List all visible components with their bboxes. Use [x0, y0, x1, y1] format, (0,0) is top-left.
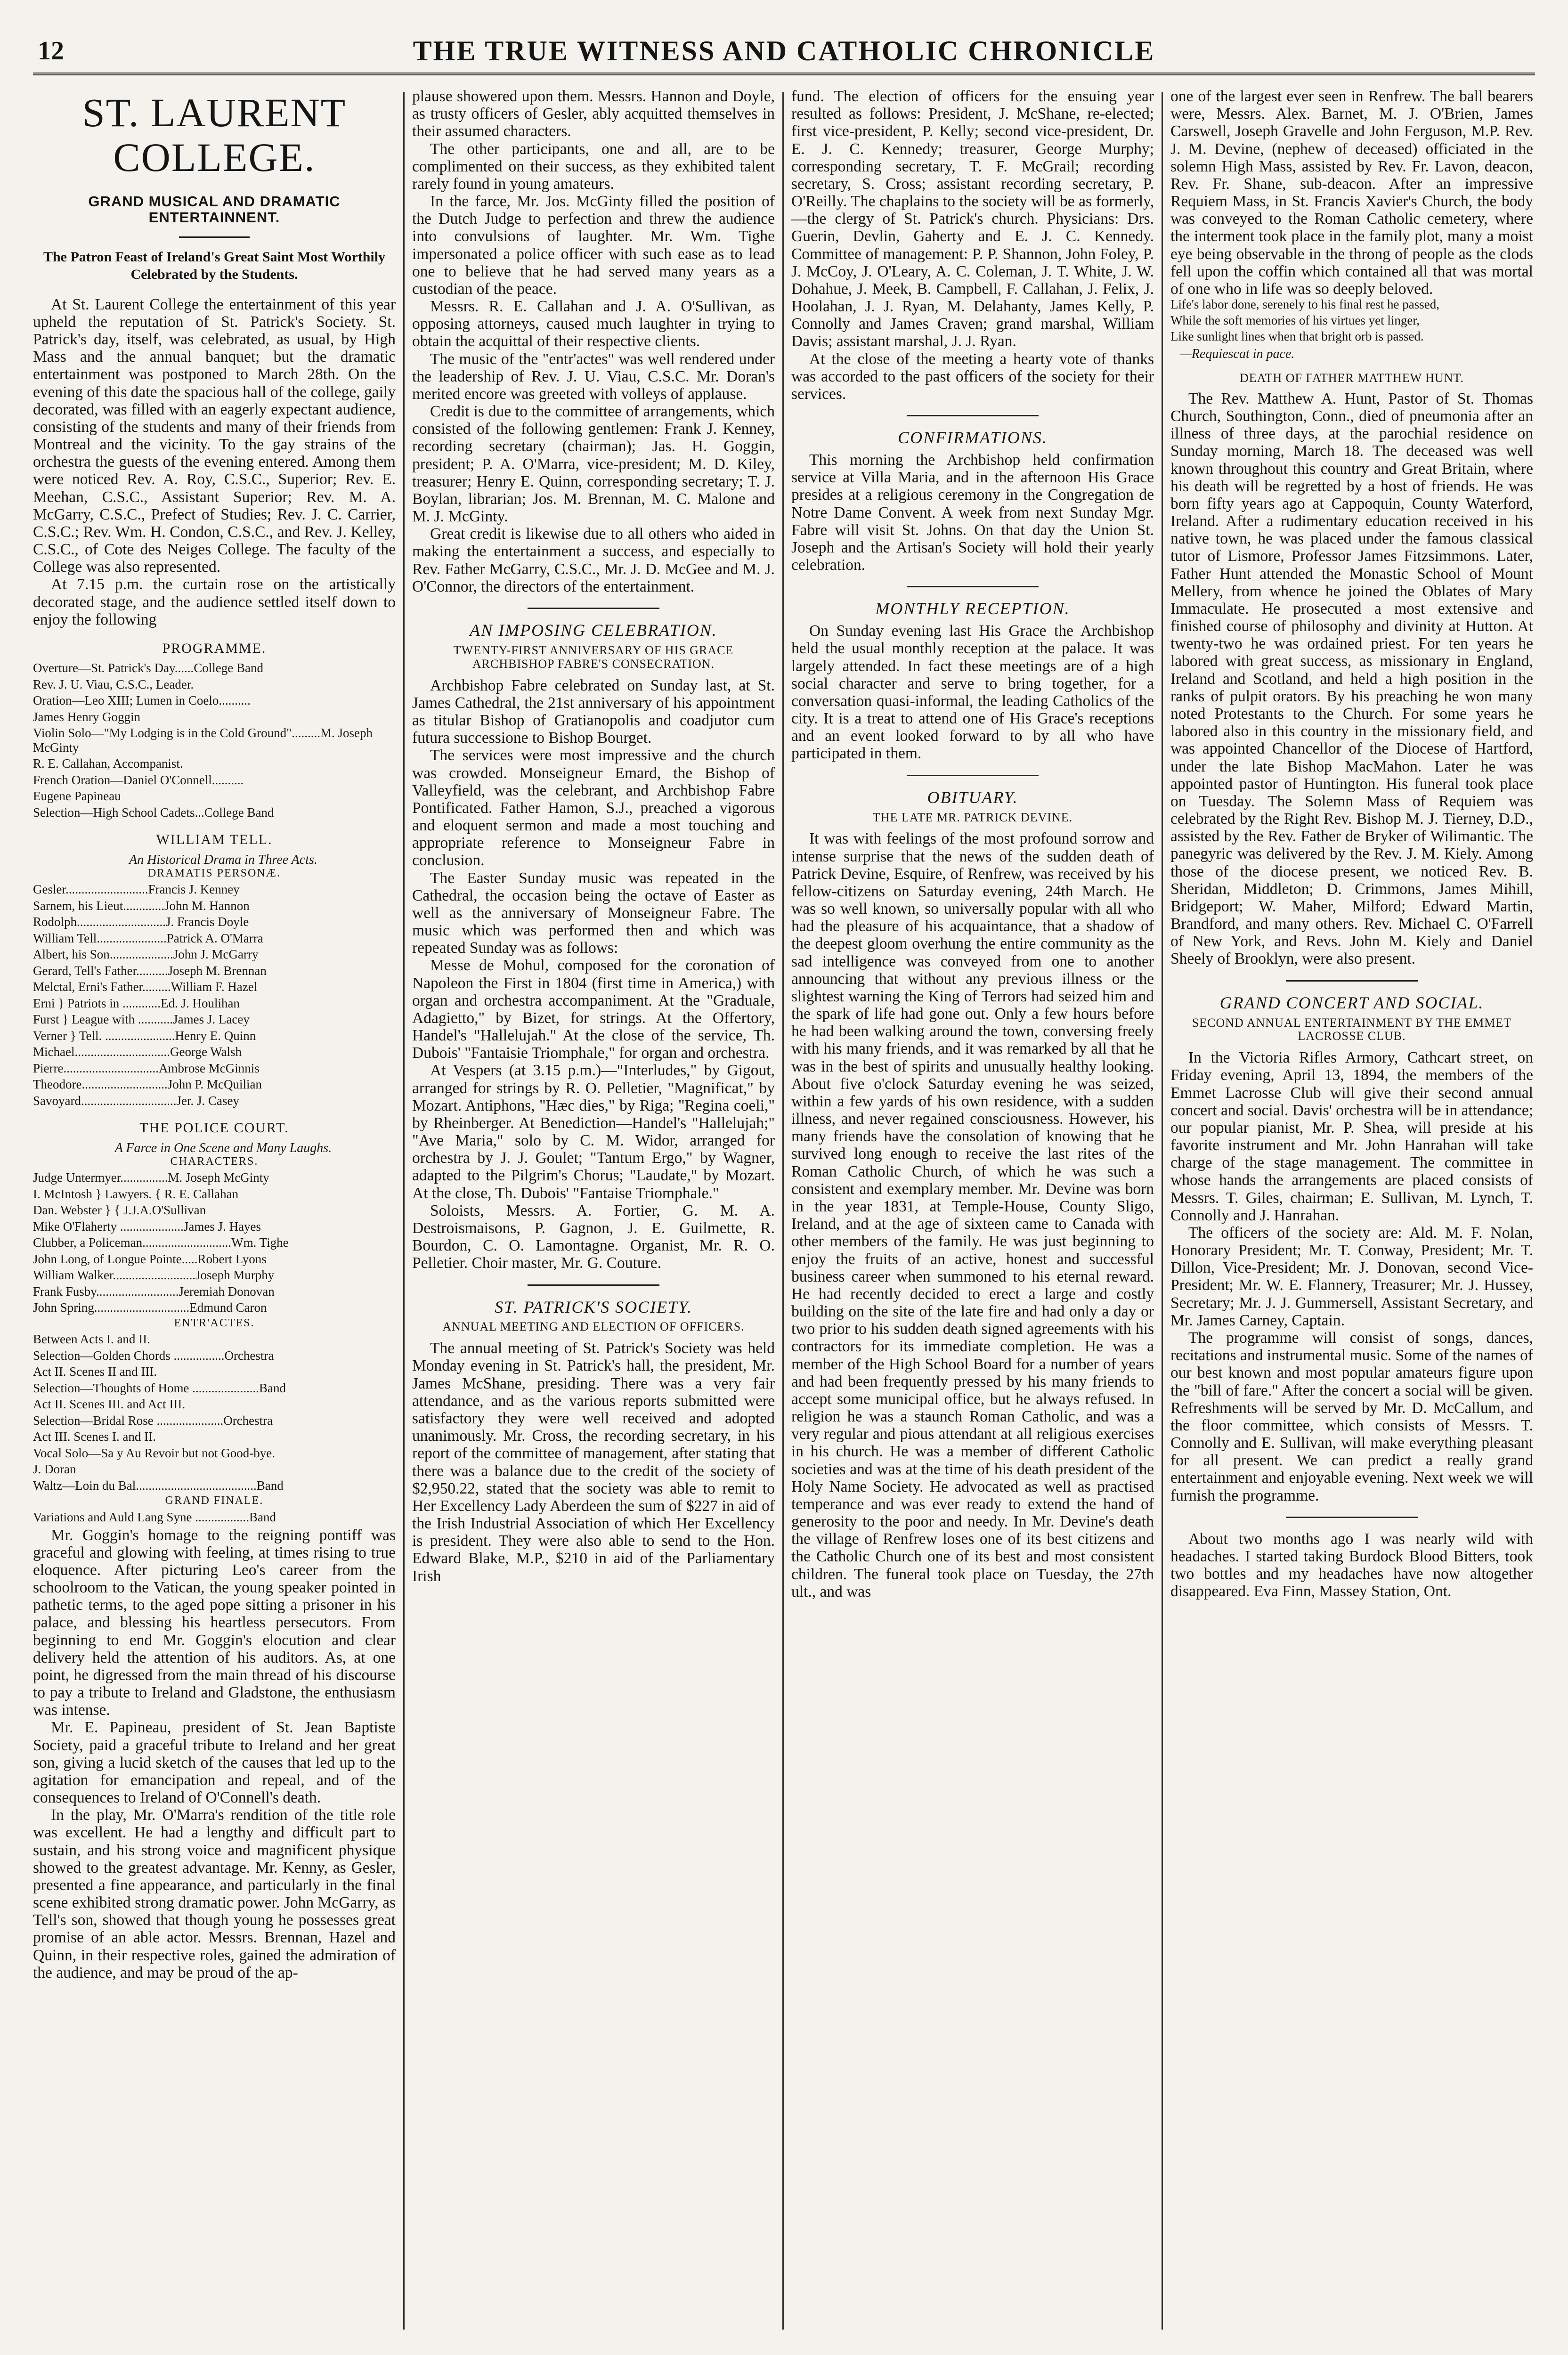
programme-item: R. E. Callahan, Accompanist. [33, 756, 183, 771]
paragraph: Messe de Mohul, composed for the coronation of Napoleon the First in 1804 (first time in America,) with organ and orchestra accompaniment. At the "Graduale, Adagietto," by Bizet, for strings. At the Offertory, Handel's "Hallelujah." At the close of the service, Th. Dubois' "Fantaisie Triomphale," for organ and orchestra. [412, 957, 775, 1062]
paragraph: It was with feelings of the most profound sorrow and intense surprise that the news of the sudden death of Patrick Devine, Esquire, of Renfrew, was received by his fellow-citizens on Saturday evening, 24th March. He was so well known, so universally popular with all who had the pleasure of his acquaintance, that a shadow of the deepest gloom overhung the entire community as the sad intelligence was conveyed from one to another announcing that without any previous illness or the slightest warning the King of Terrors had seized him and the spark of life had gone out. Only a few hours before he had been walking around the town, conversing freely with his many friends, and it was remarked by all that he was in the best of spirits and unusually healthy looking. About five o'clock Saturday evening he was seized, within a few yards of his own residence, with a sudden illness, and never regained consciousness. However, his many friends have the consolation of knowing that he survived long enough to receive the last rites of the Roman Catholic Church, of which he was such a consistent and exemplary member. Mr. Devine was born in the year 1831, at Temple-House, County Sligo, Ireland, and at the age of sixteen came to Canada with other members of the family. He was just beginning to enjoy the fruits of an active, honest and successful business career when summoned to his eternal reward. He had recently decided to erect a large and costly building on the site of the late fire and had only a day or two prior to his sudden death signed agreements with his contractors for its immediate completion. He was a member of the High School Board for a number of years and had been frequently pressed by his many friends to accept some municipal office, but he always refused. In religion he was a staunch Roman Catholic, and was a very regular and pious attendant at all religious exercises in his church. He was a member of different Catholic societies and was at the time of his death president of the Holy Name Society. He advocated as well as practised temperance and was ever ready to extend the hand of generosity to the poor and needy. In Mr. Devine's death the village of Renfrew loses one of its best citizens and the Catholic Church one of its best and most consistent children. The funeral took place on Tuesday, the 27th ult., and was [791, 830, 1154, 1600]
programme-item: Selection—High School Cadets...College Band [33, 805, 274, 820]
divider [907, 775, 1039, 776]
entracte-item: Selection—Thoughts of Home .....................Band [33, 1381, 286, 1395]
section-title: OBITUARY. [927, 788, 1018, 807]
cast-item: Dan. Webster } { J.J.A.O'Sullivan [33, 1203, 206, 1218]
article-title: ST. LAURENT COLLEGE. [82, 90, 347, 180]
paragraph: In the play, Mr. O'Marra's rendition of the title role was excellent. He had a lengthy and difficult part to sustain, and his strong voice and magnificent physique showed to the greatest advantage. Mr. Kenny, as Gesler, presented a fine appearance, and particularly in the final scene exhibited strong dramatic power. John McGarry, as Tell's son, showed that though young he possesses great promise of an able actor. Messrs. Brennan, Hazel and Quinn, in their respective roles, gained the admiration of the audience, and may be proud of the ap- [33, 1806, 396, 1981]
page-number: 12 [38, 36, 64, 65]
column-1 [33, 88, 396, 2334]
farce-cast-list [33, 1170, 396, 1315]
cast-item: I. McIntosh } Lawyers. { R. E. Callahan [33, 1186, 239, 1201]
cast-item: William Walker..........................Joseph Murphy [33, 1268, 275, 1283]
play-subtitle: An Historical Drama in Three Acts. [129, 852, 317, 867]
cast-item: Pierre..............................Ambrose McGinnis [33, 1061, 260, 1075]
column-4 [1170, 88, 1533, 2334]
section-title: AN IMPOSING CELEBRATION. [470, 620, 717, 640]
column-2 [412, 88, 775, 2334]
programme-list [33, 661, 396, 820]
section-title: GRAND CONCERT AND SOCIAL. [1219, 993, 1484, 1012]
paragraph: The annual meeting of St. Patrick's Society was held Monday evening in St. Patrick's hall, the president, Mr. James McShane, presiding. There was a very fair attendance, and as the various reports submitted were satisfactory they were well received and adopted unanimously. Mr. Cross, the recording secretary, in his report of the committee of management, after stating that there was a balance due to the credit of the society of $2,950.22, stated that the society was able to remit to Her Excellency Lady Aberdeen the sum of $227 in aid of the Irish Industrial Association of which Her Excellency is president. They were also able to send to the Hon. Edward Blake, M.P., $210 in aid of the Parliamentary Irish [412, 1340, 775, 1585]
paragraph: Credit is due to the committee of arrangements, which consisted of the following gentlemen: Frank J. Kenney, recording secretary (chairman); Jas. H. Goggin, president; P. A. O'Marra, vice-president; M. D. Kiley, treasurer; Henry E. Quinn, corresponding secretary; T. J. Boylan, librarian; Jos. M. Brennan, M. C. Malone and M. J. McGinty. [412, 403, 775, 526]
section-title: MONTHLY RECEPTION. [875, 599, 1070, 618]
section-title: DEATH OF FATHER MATTHEW HUNT. [1239, 371, 1464, 385]
cast-item: Sarnem, his Lieut.............John M. Hannon [33, 898, 250, 913]
paragraph: Great credit is likewise due to all others who aided in making the entertainment a success, and especially to Rev. Father McGarry, C.S.C., Mr. J. D. McGee and M. J. O'Connor, the directors of the entertainment. [412, 525, 775, 595]
cast-item: Gerard, Tell's Father..........Joseph M. Brennan [33, 963, 267, 978]
programme-item: French Oration—Daniel O'Connell.......... [33, 772, 244, 787]
cast-item: Verner } Tell. ......................Henry E. Quinn [33, 1028, 256, 1043]
column-rule [403, 92, 405, 2330]
dramatis-personae-heading: DRAMATIS PERSONÆ. [147, 867, 281, 879]
column-3 [791, 88, 1154, 2334]
entractes-list [33, 1332, 396, 1493]
cast-item: Mike O'Flaherty ....................James J. Hayes [33, 1219, 261, 1234]
programme-item: Oration—Leo XIII; Lumen in Coelo.......... [33, 693, 251, 708]
entracte-item: J. Doran [33, 1462, 76, 1477]
paragraph: Mr. Goggin's homage to the reigning pontiff was graceful and glowing with feeling, at times rising to true eloquence. After picturing Leo's career from the schoolroom to the Vatican, the young speaker pointed in pathetic terms, to the aged pope sitting a prisoner in his palace, and blessing his heartless persecutors. From beginning to end Mr. Goggin's elocution and clear delivery held the attention of his auditors. As, at one point, he digressed from the main thread of his discourse to pay a tribute to Ireland and Gladstone, the enthusiasm was intense. [33, 1526, 396, 1719]
poem-line: While the soft memories of his virtues yet linger, [1170, 313, 1420, 328]
farce-subtitle: A Farce in One Scene and Many Laughs. [114, 1140, 332, 1155]
paragraph: one of the largest ever seen in Renfrew. The ball bearers were, Messrs. Alex. Barnet, M. J. O'Brien, James Carswell, Joseph Gravelle and John Ferguson, M.P. Rev. J. M. Devine, (nephew of deceased) officiated in the solemn High Mass, assisted by Rev. Fr. Lavon, deacon, Rev. Fr. Shane, sub-deacon. After an impressive Requiem Mass, in St. Francis Xavier's Church, the body was conveyed to the Roman Catholic cemetery, where the interment took place in the family plot, many a moist eye being observable in the throng of people as the clods fell upon the coffin which contained all that was mortal of one who in life was so deeply beloved. [1170, 88, 1533, 298]
paragraph: Mr. E. Papineau, president of St. Jean Baptiste Society, paid a graceful tribute to Ireland and her great son, giving a lucid sketch of the causes that led up to the agitation for emancipation and repeal, and of the consequences to Ireland of O'Connell's death. [33, 1719, 396, 1807]
cast-item: Judge Untermyer...............M. Joseph McGinty [33, 1170, 269, 1185]
section-subtitle: SECOND ANNUAL ENTERTAINMENT BY THE EMMET LACROSSE CLUB. [1192, 1015, 1512, 1043]
programme-item: Rev. J. U. Viau, C.S.C., Leader. [33, 677, 194, 691]
masthead [33, 33, 1535, 75]
cast-item: Melctal, Erni's Father.........William F. Hazel [33, 980, 258, 994]
finale-heading: GRAND FINALE. [165, 1494, 264, 1507]
divider [907, 415, 1039, 416]
paragraph: Soloists, Messrs. A. Fortier, G. M. A. Destroismaisons, P. Gagnon, J. E. Guilmette, R. Bourdon, C. O. Lamontagne. Organist, Mr. R. O. Pelletier. Choir master, Mr. G. Couture. [412, 1202, 775, 1272]
paragraph: At St. Laurent College the entertainment of this year upheld the reputation of St. Patrick's Society. St. Patrick's day, itself, was celebrated, as usual, by High Mass and the annual banquet; but the dramatic entertainment was postponed to March 28th. On the evening of this date the spacious hall of the college, gaily decorated, was filled with an eagerly expectant audience, consisting of the students and many of their friends from Montreal and the vicinity. To the gay strains of the orchestra the guests of the evening entered. Among them were noticed Rev. A. Roy, C.S.C., Superior; Rev. E. Meehan, C.S.C., Assistant Superior; Rev. M. A. McGarry, C.S.C., Prefect of Studies; Rev. J. C. Carrier, C.S.C.; Rev. Wm. H. Condon, C.S.C., and Rev. J. Kelley, C.S.C., of Cote des Neiges College. The faculty of the College was also represented. [33, 295, 396, 576]
paragraph: plause showered upon them. Messrs. Hannon and Doyle, as trusty officers of Gesler, ably acquitted themselves in their assumed characters. [412, 88, 775, 140]
paragraph: The music of the "entr'actes" was well rendered under the leadership of Rev. J. U. Viau, C.S.C. Mr. Doran's merited encore was greeted with volleys of applause. [412, 350, 775, 403]
entracte-item: Vocal Solo—Sa y Au Revoir but not Good-bye. [33, 1445, 275, 1460]
section-title: CONFIRMATIONS. [898, 428, 1048, 447]
entracte-item: Act II. Scenes II and III. [33, 1364, 157, 1379]
poem [1170, 298, 1533, 344]
signoff: —Requiescat in pace. [1180, 346, 1295, 361]
entracte-item: Selection—Bridal Rose .....................Orchestra [33, 1413, 273, 1428]
paragraph: The Easter Sunday music was repeated in the Cathedral, the occasion being the octave of Easter as well as the anniversary of Monseigneur Fabre. The music which was performed then and which was repeated Sunday was as follows: [412, 869, 775, 957]
divider [907, 586, 1039, 587]
columns [33, 88, 1535, 2334]
section-title: ST. PATRICK'S SOCIETY. [495, 1297, 692, 1316]
paragraph: Messrs. R. E. Callahan and J. A. O'Sullivan, as opposing attorneys, caused much laughter in trying to obtain the acquittal of their respective clients. [412, 298, 775, 350]
characters-heading: CHARACTERS. [170, 1155, 259, 1168]
divider [1286, 980, 1418, 982]
poem-line: Life's labor done, serenely to his final rest he passed, [1170, 297, 1439, 312]
entracte-item: Act II. Scenes III. and Act III. [33, 1397, 186, 1412]
divider [528, 1284, 659, 1286]
entractes-heading: ENTR'ACTES. [174, 1316, 255, 1329]
divider [528, 608, 659, 609]
paragraph: fund. The election of officers for the ensuing year resulted as follows: President, J. McShane, re-elected; first vice-president, P. Kelly; second vice-president, Dr. E. J. C. Kennedy; treasurer, George Murphy; corresponding secretary, T. F. McGrail; recording secretary, S. Cross; assistant recording secretary, P. O'Reilly. The chaplains to the society will be as formerly,—the clergy of St. Patrick's church. Physicians: Drs. Guerin, Devlin, Gaherty and E. J. C. Kennedy. Committee of management: P. P. Shannon, John Foley, P. J. McCoy, J. O'Leary, A. C. Coleman, J. T. White, J. W. Dohahue, J. Meek, B. Campbell, F. Callahan, J. Felix, J. Hoolahan, J. J. Ryan, M. Delahanty, James Kelly, P. Connolly and James Craven; grand marshal, William Davis; assistant marshal, J. J. Ryan. [791, 88, 1154, 350]
cast-item: Frank Fusby..........................Jeremiah Donovan [33, 1284, 275, 1299]
cast-item: Theodore...........................John P. McQuilian [33, 1077, 262, 1092]
paragraph: This morning the Archbishop held confirmation service at Villa Maria, and in the afternoon His Grace presides at a religious ceremony in the Congregation de Notre Dame Convent. A week from next Sunday Mgr. Fabre will visit St. Johns. On that day the Union St. Joseph and the Artisan's Society will hold their yearly celebration. [791, 451, 1154, 574]
paragraph: At Vespers (at 3.15 p.m.)—"Interludes," by Gigout, arranged for strings by R. O. Pelletier, "Magnificat," by Mozart. Antiphons, "Hæc dies," by Riga; "Regina coeli," by Rheinberger. At Benediction—Handel's "Hallelujah;" "Ave Maria," solo by C. M. Widor, arranged for orchestra by J. J. Goulet; "Tantum Ergo," by Wagner, adapted to the Pilgrim's Chorus; "Laudate," by Mozart. At the close, Th. Dubois' "Fantaise Triomphale." [412, 1062, 775, 1202]
paragraph: On Sunday evening last His Grace the Archbishop held the usual monthly reception at the palace. It was largely attended. In fact these meetings are of a high social character and serve to bring together, for a conversation quasi-informal, the leading Catholics of the city. It is a treat to attend one of His Grace's receptions and an event looked forward to by all who have participated in them. [791, 622, 1154, 763]
cast-item: John Spring..............................Edmund Caron [33, 1300, 267, 1315]
programme-item: Violin Solo—"My Lodging is in the Cold Ground".........M. Joseph McGinty [33, 726, 373, 755]
paragraph: At 7.15 p.m. the curtain rose on the artistically decorated stage, and the audience settled itself down to enjoy the following [33, 576, 396, 628]
paragraph: In the farce, Mr. Jos. McGinty filled the position of the Dutch Judge to perfection and threw the audience into convulsions of laughter. Mr. Wm. Tighe impersonated a police officer with such ease as to lead one to believe that he had served many years as a custodian of the peace. [412, 193, 775, 298]
cast-item: Michael..............................George Walsh [33, 1045, 242, 1059]
section-subtitle: THE LATE MR. PATRICK DEVINE. [872, 810, 1073, 824]
paragraph: The services were most impressive and the church was crowded. Monseigneur Emard, the Bishop of Valleyfield, was the celebrant, and Archbishop Fabre Pontificated. Father Hamon, S.J., preached a vigorous and eloquent sermon and made a most touching and appropriate reference to Monseigneur Fabre in conclusion. [412, 747, 775, 869]
cast-item: Rodolph............................J. Francis Doyle [33, 915, 249, 929]
column-rule [1162, 92, 1163, 2330]
paragraph: About two months ago I was nearly wild with headaches. I started taking Burdock Blood Bitters, took two bottles and my headaches have now altogether disappeared. Eva Finn, Massey Station, Ont. [1170, 1530, 1533, 1600]
paragraph: The Rev. Matthew A. Hunt, Pastor of St. Thomas Church, Southington, Conn., died of pneumonia after an illness of three days, at the parochial residence on Sunday morning, March 18. The deceased was well known throughout this country and Great Britain, where his death will be regretted by a host of friends. He was born fifty years ago at Cappoquin, County Waterford, Ireland. After a rudimentary education received in his native town, he was placed under the famous classical tutor of Lismore, Professor James Fitzsimmons. Later, Father Hunt attended the Monastic School of Mount Mellery, from whence he joined the Oblates of Mary Immaculate. He prosecuted a most extensive and finished course of philosophy and divinity at Hutton. At twenty-two he was ordained priest. For ten years he labored with great success, as missionary in England, Ireland and Scotland, and held a high position in the ranks of pulpit orators. By his preaching he won many noted Protestants to the Church. For some years he labored also in this country in the missionary field, and was appointed Chancellor of the Diocese of Hartford, under the late Bishop MacMahon. Later he was appointed pastor of Huntington. His funeral took place on Tuesday. The Solemn Mass of Requiem was celebrated by the Right Rev. Bishop M. J. Tierney, D.D., assisted by the Rev. Father de Bryker of Wilimantic. The panegyric was delivered by the Rev. J. M. Kiely. Among those of the diocese present, we noticed Rev. B. Sheridan, Middleton; D. Crimmons, James Mihill, Bridgeport; W. Maher, Milford; Edward Martin, Brandford, and many others. Rev. Michael C. O'Farrell of New York, and Revs. John M. Kiely and Daniel Sheely of Brooklyn, were also present. [1170, 390, 1533, 968]
paragraph: The programme will consist of songs, dances, recitations and instrumental music. Some of the names of our best known and most popular amateurs figure upon the "bill of fare." After the concert a social will be given. Refreshments will be served by Mr. D. McCallum, and the floor committee, which consists of Messrs. T. Connolly and E. Sullivan, will make everything pleasant for all present. We can predict a really grand entertainment and enjoyable evening. Next week we will furnish the programme. [1170, 1329, 1533, 1504]
section-subtitle: ANNUAL MEETING AND ELECTION OF OFFICERS. [442, 1320, 745, 1334]
entracte-item: Waltz—Loin du Bal......................................Band [33, 1478, 284, 1493]
poem-line: Like sunlight lines when that bright orb is passed. [1170, 329, 1424, 343]
paragraph: The other participants, one and all, are to be complimented on their success, as they exhibited talent rarely found in young amateurs. [412, 140, 775, 193]
column-rule [782, 92, 784, 2330]
entracte-item: Between Acts I. and II. [33, 1332, 150, 1347]
entracte-item: Act III. Scenes I. and II. [33, 1429, 156, 1444]
paper-title: THE TRUE WITNESS AND CATHOLIC CHRONICLE [413, 35, 1155, 66]
cast-item: Gesler..........................Francis J. Kenney [33, 882, 240, 897]
cast-item: Albert, his Son....................John J. McGarry [33, 947, 259, 962]
divider [1286, 1517, 1418, 1518]
programme-item: James Henry Goggin [33, 709, 140, 724]
paragraph: In the Victoria Rifles Armory, Cathcart street, on Friday evening, April 13, 1894, the members of the Emmet Lacrosse Club will give their second annual concert and social. Davis' orchestra will be in attendance; our popular pianist, Mr. P. Shea, will preside at his favorite instrument and Mr. John Hanrahan will take charge of the stage management. The committee in whose hands the arrangements are placed consists of Messrs. T. Giles, chairman; E. Sullivan, M. Lynch, T. Connolly and J. Hanrahan. [1170, 1049, 1533, 1224]
programme-heading: PROGRAMME. [162, 640, 267, 656]
programme-item: Eugene Papineau [33, 789, 121, 804]
entracte-item: Selection—Golden Chords ................Orchestra [33, 1348, 274, 1363]
cast-list [33, 882, 396, 1108]
cast-item: John Long, of Longue Pointe.....Robert Lyons [33, 1251, 267, 1266]
cast-item: Furst } League with ...........James J. Lacey [33, 1012, 250, 1027]
paragraph: At the close of the meeting a hearty vote of thanks was accorded to the past officers of the society for their services. [791, 350, 1154, 403]
cast-item: Clubber, a Policeman............................Wm. Tighe [33, 1235, 289, 1250]
article-lede: The Patron Feast of Ireland's Great Saint Most Worthily Celebrated by the Students. [43, 249, 386, 283]
finale-item: Variations and Auld Lang Syne .................Band [33, 1510, 276, 1525]
play-heading: WILLIAM TELL. [156, 832, 273, 848]
paragraph: The officers of the society are: Ald. M. F. Nolan, Honorary President; Mr. T. Conway, President; Mr. T. Dillon, Vice-President; Mr. J. Donovan, second Vice-President; Mr. W. E. Flannery, Treasurer; Mr. J. Hussey, Secretary; Mr. J. J. Gummersell, Assistant Secretary, and Mr. James Carney, Captain. [1170, 1224, 1533, 1329]
cast-item: William Tell......................Patrick A. O'Marra [33, 931, 263, 945]
cast-item: Savoyard..............................Jer. J. Casey [33, 1093, 239, 1108]
paragraph: Archbishop Fabre celebrated on Sunday last, at St. James Cathedral, the 21st anniversary of his appointment as titular Bishop of Gratianopolis and coadjutor cum futura successione to Bishop Bourget. [412, 676, 775, 747]
article-subhead: GRAND MUSICAL AND DRAMATIC ENTERTAINNENT. [88, 193, 341, 226]
divider [179, 236, 250, 238]
newspaper-page [33, 33, 1535, 2336]
farce-heading: THE POLICE COURT. [139, 1120, 289, 1136]
programme-item: Overture—St. Patrick's Day......College Band [33, 661, 264, 675]
section-subtitle: TWENTY-FIRST ANNIVERSARY OF HIS GRACE ARCHBISHOP FABRE'S CONSECRATION. [453, 643, 734, 671]
cast-item: Erni } Patriots in ............Ed. J. Houlihan [33, 996, 240, 1010]
